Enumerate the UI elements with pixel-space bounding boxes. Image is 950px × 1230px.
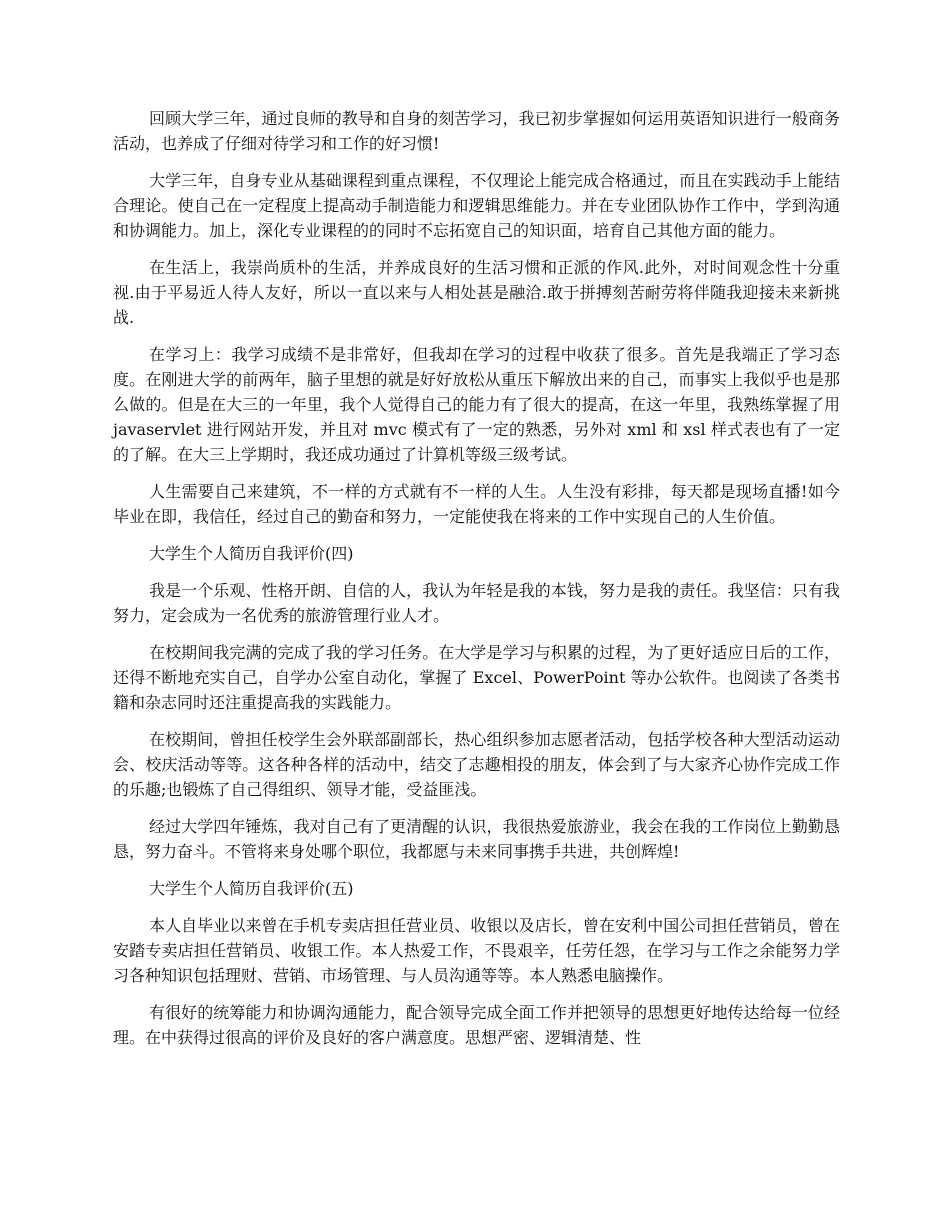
paragraph-coordination: 有很好的统筹能力和协调沟通能力，配合领导完成全面工作并把领导的思想更好地传达给每一位经理。在中获得过很高的评价及良好的客户满意度。思想严密、逻辑清楚、性 [113, 1003, 840, 1047]
paragraph-life: 在生活上，我崇尚质朴的生活，并养成良好的生活习惯和正派的作风.此外，对时间观念性十分重视.由于平易近人待人友好，所以一直以来与人相处甚是融洽.敢于拼搏刻苦耐劳将伴随我迎接未来新挑战. [113, 258, 840, 327]
section-heading-five: 大学生个人简历自我评价(五) [149, 879, 354, 898]
paragraph-optimistic: 我是一个乐观、性格开朗、自信的人，我认为年轻是我的本钱，努力是我的责任。我坚信：只有我努力，定会成为一名优秀的旅游管理行业人才。 [113, 581, 840, 625]
paragraph-review-three-years: 回顾大学三年，通过良师的教导和自身的刻苦学习，我已初步掌握如何运用英语知识进行一般商务活动，也养成了仔细对待学习和工作的好习惯! [113, 109, 840, 153]
paragraph-life-value: 人生需要自己来建筑，不一样的方式就有不一样的人生。人生没有彩排，每天都是现场直播!如今毕业在即，我信任，经过自己的勤奋和努力，一定能使我在将来的工作中实现自己的人生价值。 [113, 482, 840, 526]
paragraph-four-years: 经过大学四年锤炼，我对自己有了更清醒的认识，我很热爱旅游业，我会在我的工作岗位上勤勤恳恳，努力奋斗。不管将来身处哪个职位，我都愿与未来同事携手共进，共创辉煌! [113, 817, 840, 861]
paragraph-student-union: 在校期间，曾担任校学生会外联部副部长，热心组织参加志愿者活动，包括学校各种大型活动运动会、校庆活动等等。这各种各样的活动中，结交了志趣相投的朋友，体会到了与大家齐心协作完成工作的乐趣;也锻炼了自己得组织、领导才能，受益匪浅。 [113, 730, 840, 799]
paragraph-major-courses: 大学三年，自身专业从基础课程到重点课程，不仅理论上能完成合格通过，而且在实践动手上能结合理论。使自己在一定程度上提高动手制造能力和逻辑思维能力。并在专业团队协作工作中，学到沟通和协调能力。加上，深化专业课程的的同时不忘拓宽自己的知识面，培育自己其他方面的能力。 [113, 171, 840, 240]
paragraph-work-history: 本人自毕业以来曾在手机专卖店担任营业员、收银以及店长，曾在安利中国公司担任营销员，曾在安踏专卖店担任营销员、收银工作。本人热爱工作，不畏艰辛，任劳任怨，在学习与工作之余能努力学习各种知识包括理财、营销、市场管理、与人员沟通等等。本人熟悉电脑操作。 [113, 916, 840, 985]
document-body [113, 106, 840, 1062]
paragraph-school-tasks: 在校期间我完满的完成了我的学习任务。在大学是学习与积累的过程，为了更好适应日后的工作，还得不断地充实自己，自学办公室自动化，掌握了 Excel、PowerPoint 等办公软件。也阅读了各类书籍和杂志同时还注重提高我的实践能力。 [113, 643, 840, 712]
section-heading-four: 大学生个人简历自我评价(四) [149, 544, 354, 563]
paragraph-study: 在学习上：我学习成绩不是非常好，但我却在学习的过程中收获了很多。首先是我端正了学习态度。在刚进大学的前两年，脑子里想的就是好好放松从重压下解放出来的自己，而事实上我似乎也是那么做的。但是在大三的一年里，我个人觉得自己的能力有了很大的提高，在这一年里，我熟练掌握了用 javaservlet 进行网站开发，并且对 mvc 模式有了一定的熟悉，另外对 xml 和 xsl 样式表也有了一定的了解。在大三上学期时，我还成功通过了计算机等级三级考试。 [113, 345, 840, 464]
